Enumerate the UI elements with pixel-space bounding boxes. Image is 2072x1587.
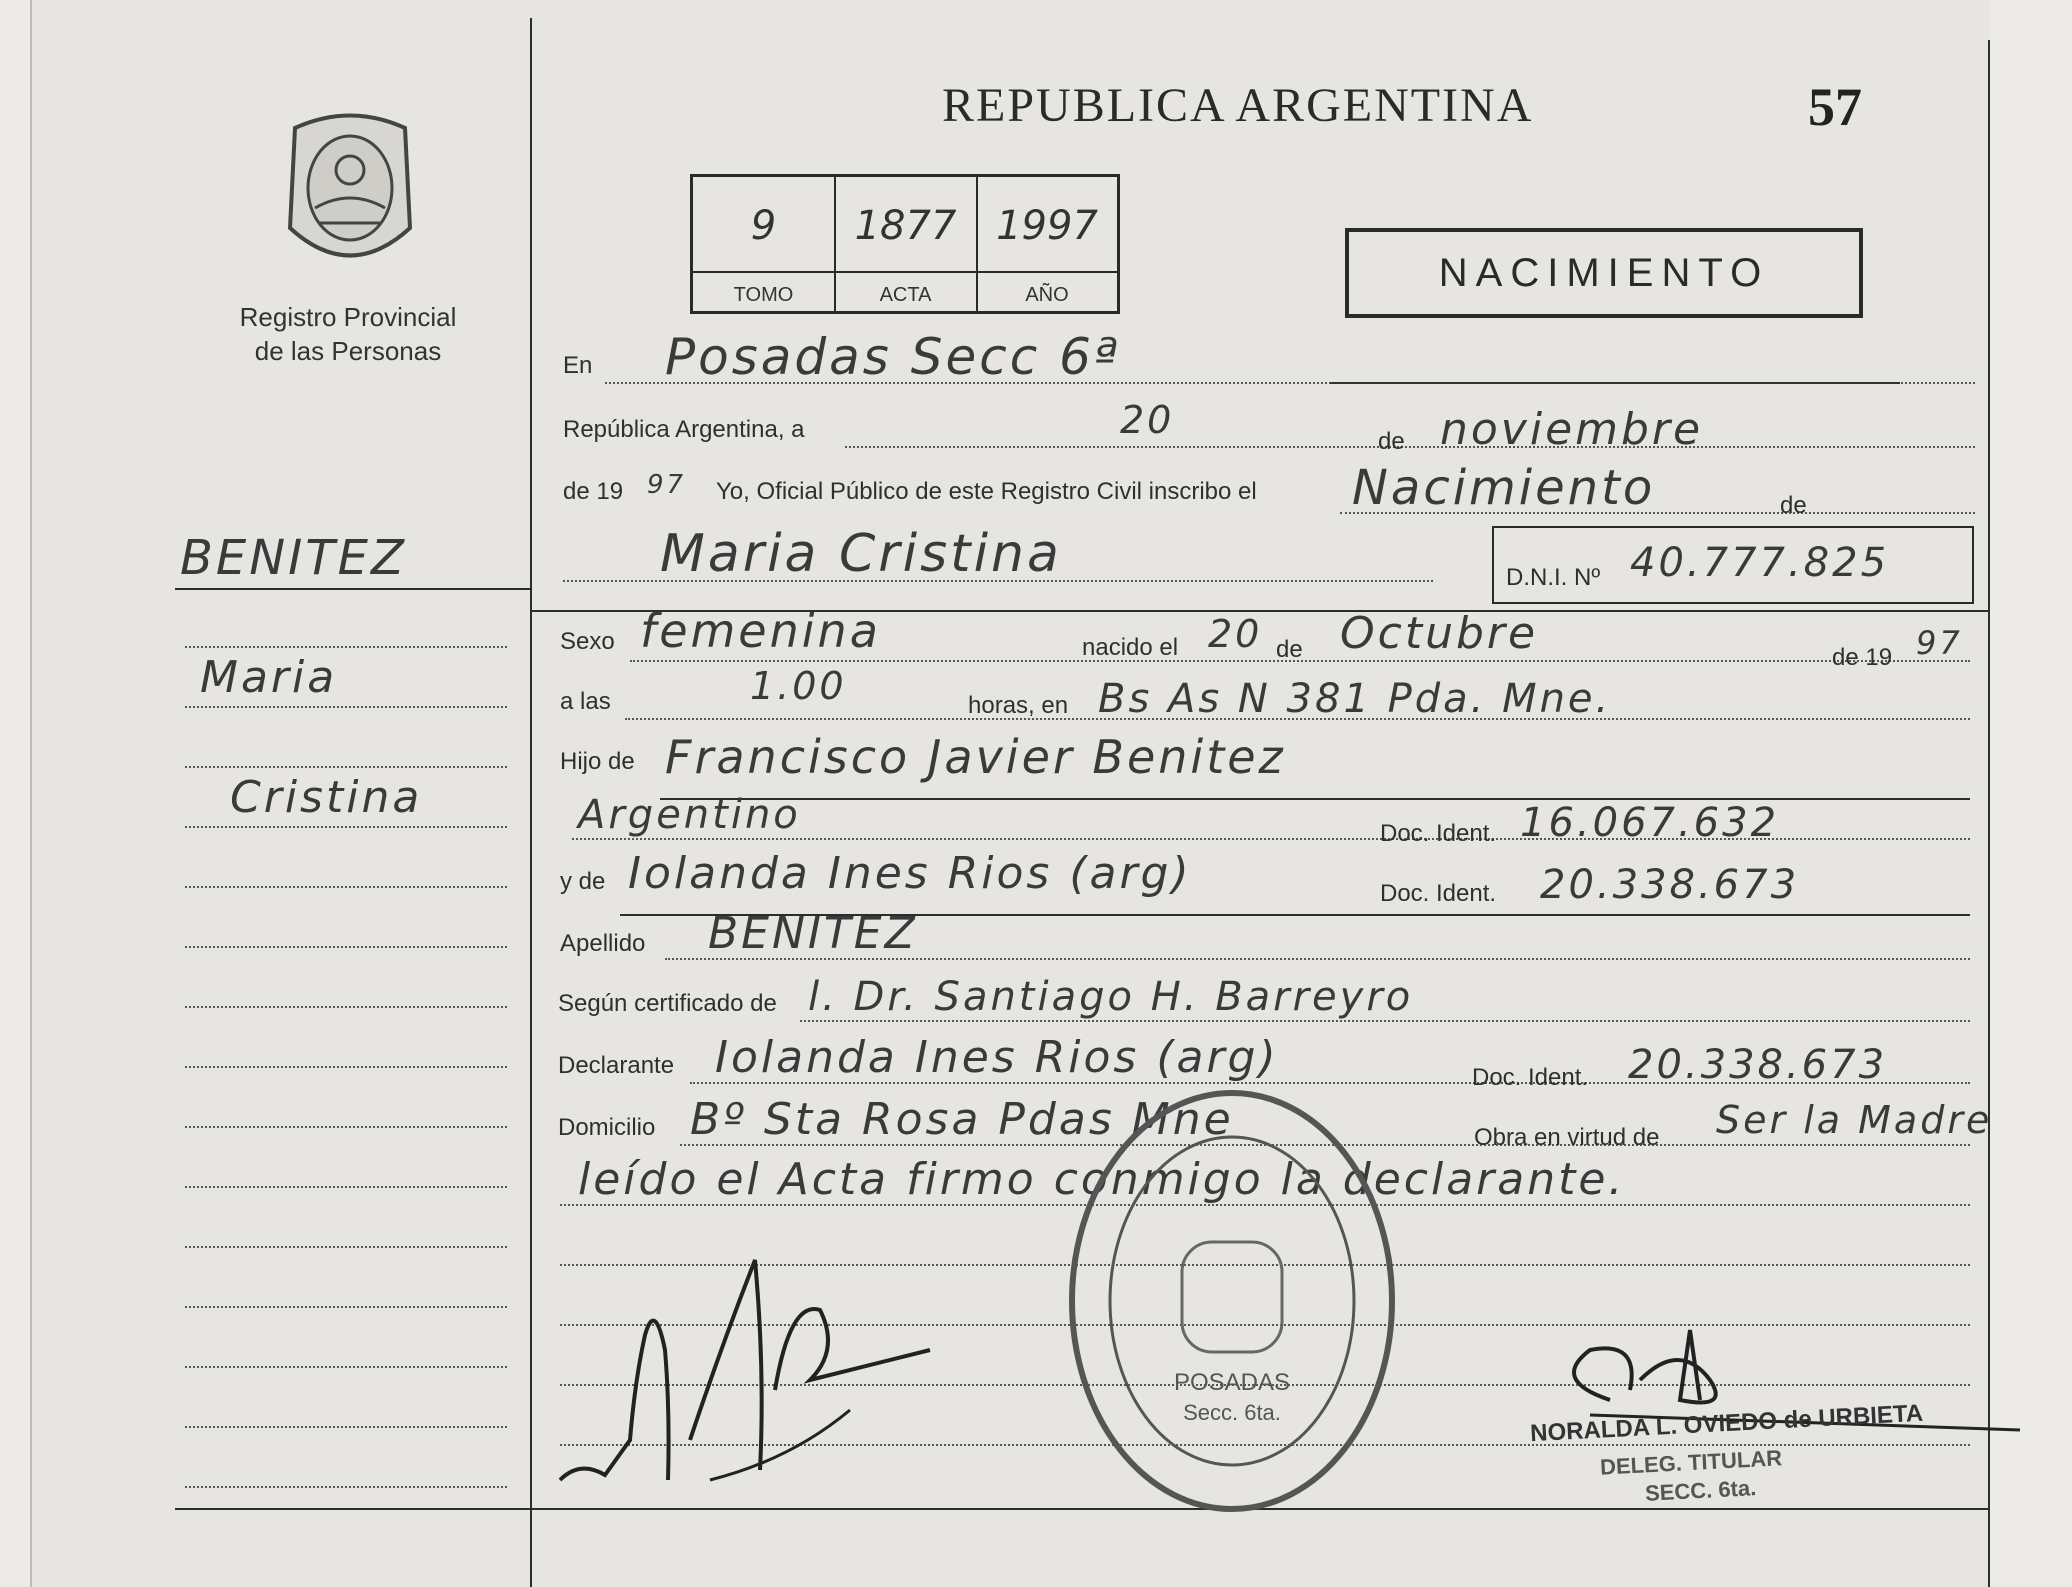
declarante-doc-value: 20.338.673 [1628,1042,1888,1088]
anio-label: AÑO [1025,284,1069,306]
margin-surname: BENITEZ [180,530,407,586]
margin-rule [185,946,507,948]
margin-rule [185,766,507,768]
republica-line [845,446,1975,448]
document-type-box: NACIMIENTO [1345,228,1863,318]
mother-name: Iolanda Ines Rios (arg) [628,848,1192,899]
yo-oficial-text: Yo, Oficial Público de este Registro Civil inscribo el [716,478,1257,505]
en-label: En [563,352,593,379]
margin-rule [185,1306,507,1308]
father-name: Francisco Javier Benitez [665,730,1286,784]
father-doc-value: 16.067.632 [1520,800,1780,846]
domicilio-value: Bº Sta Rosa Pdas Mne [690,1094,1234,1145]
father-doc-label: Doc. Ident. [1380,820,1497,847]
margin-second-name: Cristina [230,772,423,823]
republica-label: República Argentina, a [563,416,805,443]
mother-doc-label: Doc. Ident. [1380,880,1497,907]
declarant-signature-icon [550,1240,950,1510]
en-dash [1330,382,1900,384]
certificado-line [800,1020,1970,1022]
declarante-value: Iolanda Ines Rios (arg) [715,1032,1279,1083]
certificado-label: Según certificado de [558,990,777,1017]
acta-label: ACTA [879,284,932,306]
obra-label: Obra en virtud de [1474,1124,1660,1151]
margin-rule [185,1486,507,1488]
margin-rule [185,1066,507,1068]
year-prefix-label: de 19 [563,478,624,505]
record-box [690,174,1120,314]
stamp-city: POSADAS [1173,1369,1291,1396]
horas-label: horas, en [968,692,1069,719]
birth-month: Octubre [1340,608,1539,659]
official-name: NORALDA L. OVIEDO de URBIETA [1529,1399,1924,1448]
year-suffix: 97 [647,470,687,500]
margin-rule [185,1366,507,1368]
birth-day: 20 [1208,612,1263,656]
margin-rule-top [175,588,530,590]
acta-value: 1877 [854,203,957,249]
margin-rule [185,706,507,708]
official-title1: DELEG. TITULAR [1599,1445,1783,1480]
birth-de-label: de [1276,636,1303,663]
republica-month: noviembre [1440,404,1704,455]
margin-first-name: Maria [200,652,338,703]
provincial-seal-icon [275,108,425,268]
declarante-doc-label: Doc. Ident. [1472,1064,1589,1091]
registry-stamp [1062,1082,1402,1520]
tomo-value: 9 [750,203,777,249]
dni-value: 40.777.825 [1630,540,1890,586]
stamp-section: Secc. 6ta. [1183,1400,1281,1425]
column-divider [530,18,532,1587]
declarante-label: Declarante [558,1052,675,1079]
tomo-label: TOMO [733,284,794,306]
margin-rule [185,1426,507,1428]
margin-rule [185,1246,507,1248]
sexo-label: Sexo [560,628,615,655]
page-number: 57 [1808,77,1862,137]
birth-hour: 1.00 [750,664,847,708]
apellido-label: Apellido [560,930,646,957]
republica-day: 20 [1120,398,1175,442]
alas-label: a las [560,688,611,715]
birth-place: Bs As N 381 Pda. Mne. [1098,676,1612,722]
margin-rule [185,886,507,888]
office-name-line2: de las Personas [254,336,442,366]
margin-rule [185,1186,507,1188]
obra-value: Ser la Madre [1716,1098,1993,1142]
inscription-type: Nacimiento [1352,460,1656,516]
anio-value: 1997 [996,203,1098,249]
dni-label: D.N.I. Nº [1506,564,1601,591]
birth-year-suffix: 97 [1916,624,1963,662]
hijo-label: Hijo de [560,748,635,775]
father-nationality: Argentino [578,792,801,838]
leido-value: leído el Acta firmo conmigo la declarante. [578,1154,1626,1205]
margin-rule [185,826,507,828]
birth-year-label: de 19 [1832,644,1893,671]
nacido-label: nacido el [1082,634,1179,661]
sexo-value: femenina [640,604,881,658]
office-name-line1: Registro Provincial [239,302,457,332]
child-name: Maria Cristina [660,524,1062,584]
margin-rule [185,1126,507,1128]
republica-de-label: de [1378,428,1405,455]
certificado-value: l. Dr. Santiago H. Barreyro [808,974,1414,1020]
year-suffix-de: de [1780,492,1807,519]
apellido-value: BENITEZ [708,908,918,959]
madre-label: y de [560,868,606,895]
margin-rule [185,1006,507,1008]
country-title: REPUBLICA ARGENTINA [942,79,1534,132]
official-title2: SECC. 6ta. [1644,1475,1757,1506]
margin-rule [185,646,507,648]
page-left-edge [30,0,32,1587]
en-value: Posadas Secc 6ª [665,328,1121,386]
mother-doc-value: 20.338.673 [1540,862,1800,908]
domicilio-label: Domicilio [558,1114,656,1141]
